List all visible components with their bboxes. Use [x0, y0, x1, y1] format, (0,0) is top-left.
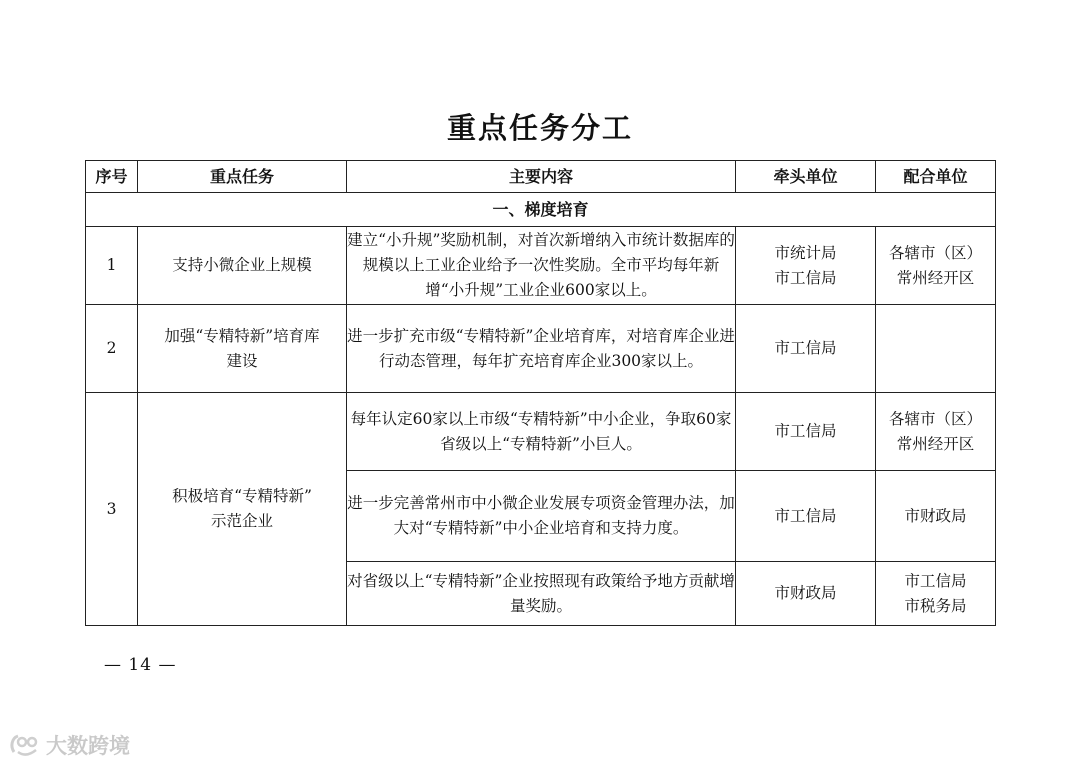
row-lead: 市工信局: [736, 471, 876, 562]
row-seq: 2: [86, 305, 138, 393]
row-task: 加强“专精特新”培育库 建设: [138, 305, 347, 393]
row-task: 支持小微企业上规模: [138, 227, 347, 305]
row-content: 建立“小升规”奖励机制，对首次新增纳入市统计数据库的规模以上工业企业给予一次性奖励。全市平均每年新增“小升规”工业企业600家以上。: [347, 227, 736, 305]
watermark-text: 大数跨境: [46, 734, 130, 758]
row-cooperate: 市工信局 市税务局: [876, 562, 996, 626]
table-row: [86, 393, 996, 471]
row-cooperate: 各辖市（区） 常州经开区: [876, 393, 996, 471]
row-content: 对省级以上“专精特新”企业按照现有政策给予地方贡献增量奖励。: [347, 562, 736, 626]
row-lead: 市统计局 市工信局: [736, 227, 876, 305]
row-content: 进一步完善常州市中小微企业发展专项资金管理办法，加大对“专精特新”中小企业培育和支持力度。: [347, 471, 736, 562]
row-seq: 1: [86, 227, 138, 305]
row-lead: 市工信局: [736, 393, 876, 471]
table-row: [86, 227, 996, 305]
row-lead: 市工信局: [736, 305, 876, 393]
task-table: [85, 160, 996, 626]
watermark-logo-icon: [8, 732, 42, 758]
header-content: 主要内容: [347, 161, 736, 193]
header-task: 重点任务: [138, 161, 347, 193]
row-cooperate: [876, 305, 996, 393]
row-seq: 3: [86, 393, 138, 626]
page-title: 重点任务分工: [446, 111, 633, 145]
section-row: [86, 193, 996, 227]
page-number: — 14 —: [104, 655, 177, 675]
row-task: 积极培育“专精特新” 示范企业: [138, 393, 347, 626]
table-header-row: [86, 161, 996, 193]
header-lead: 牵头单位: [736, 161, 876, 193]
row-cooperate: 市财政局: [876, 471, 996, 562]
row-content: 进一步扩充市级“专精特新”企业培育库，对培育库企业进行动态管理，每年扩充培育库企业300家以上。: [347, 305, 736, 393]
section-title: 一、梯度培育: [86, 193, 996, 227]
table-row: [86, 305, 996, 393]
row-content: 每年认定60家以上市级“专精特新”中小企业，争取60家省级以上“专精特新”小巨人。: [347, 393, 736, 471]
header-seq: 序号: [86, 161, 138, 193]
header-cooperate: 配合单位: [876, 161, 996, 193]
watermark: [8, 730, 130, 760]
row-lead: 市财政局: [736, 562, 876, 626]
row-cooperate: 各辖市（区） 常州经开区: [876, 227, 996, 305]
